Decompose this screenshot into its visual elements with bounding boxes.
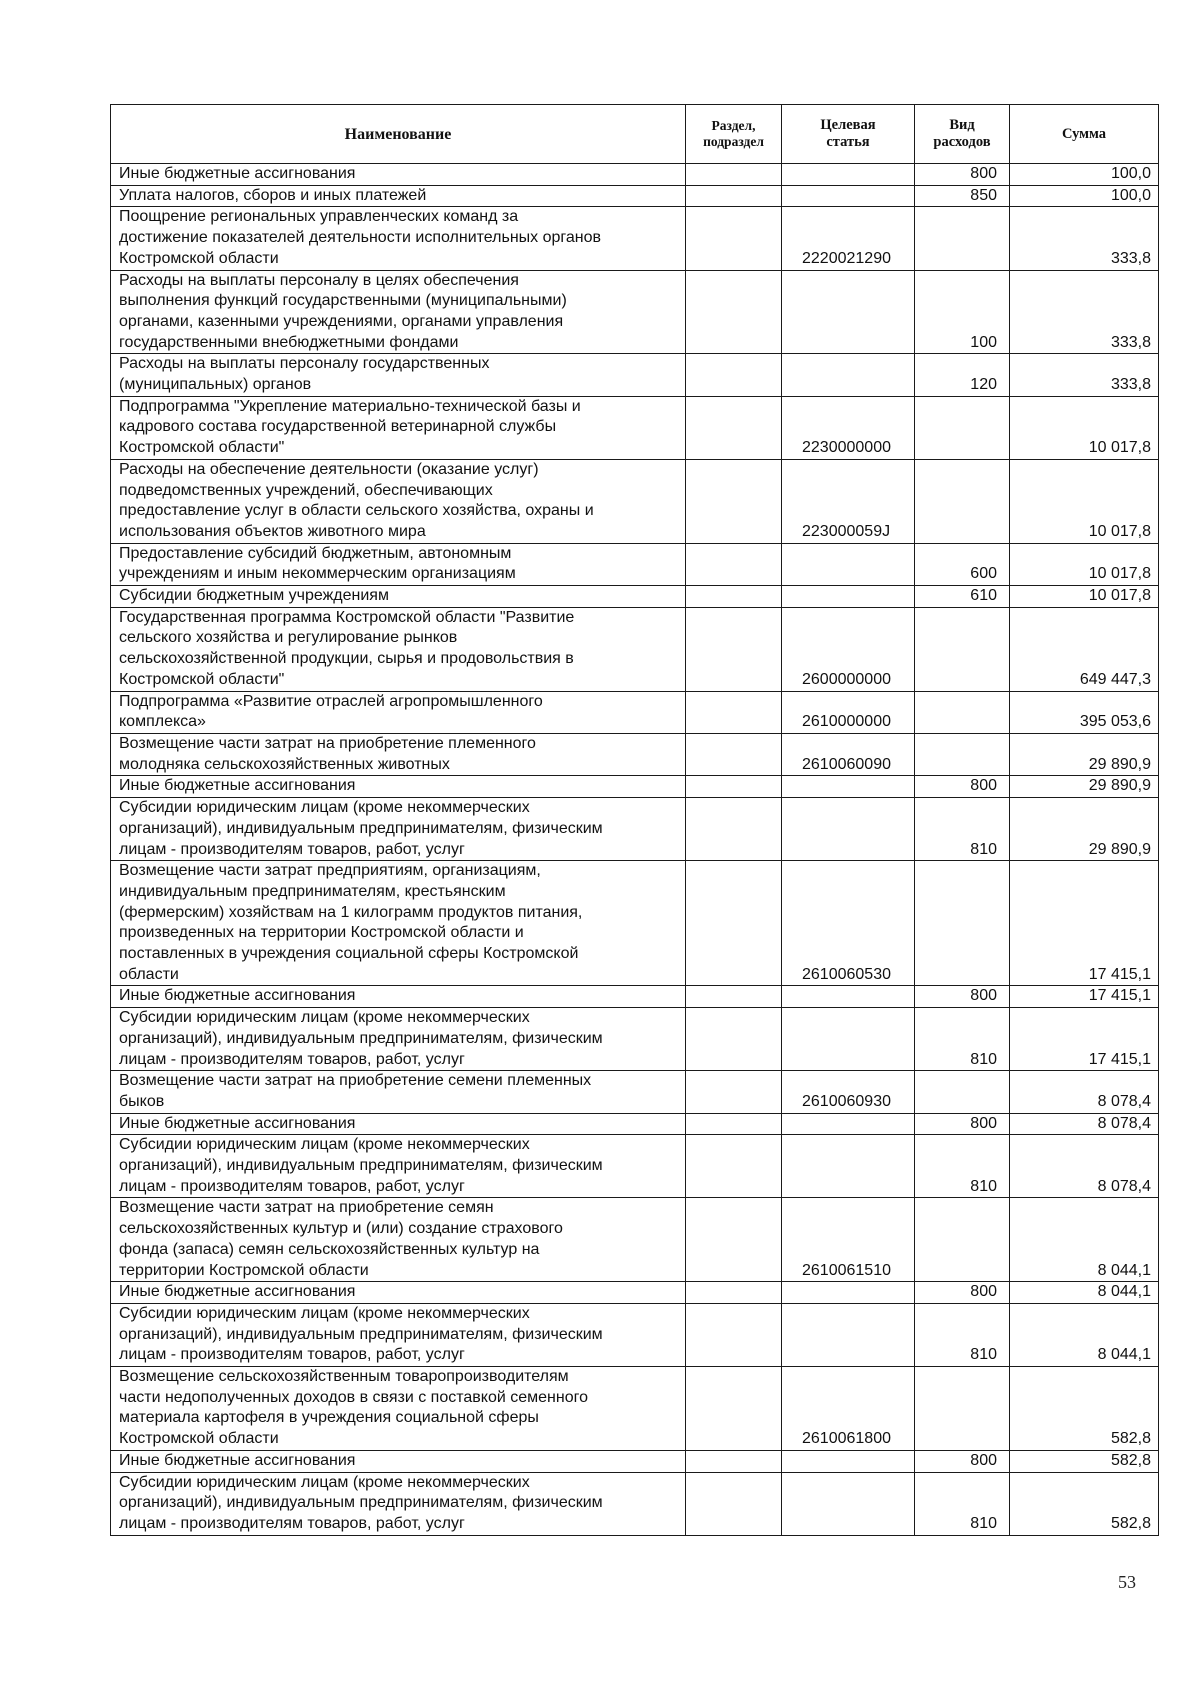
cell-razdel [686,798,782,861]
cell-razdel [686,691,782,733]
cell-name: Возмещение сельскохозяйственным товаропроизводителям части недополученных доходов в связи с поставкой семенного материала картофеля в учреждения социальной сферы Костромской области [111,1367,686,1451]
header-razdel: Раздел, подраздел [686,105,782,164]
cell-celevaya [782,1135,915,1198]
cell-celevaya: 223000059J [782,459,915,543]
cell-vid [915,1198,1010,1282]
cell-razdel [686,733,782,775]
cell-celevaya [782,270,915,354]
cell-vid [915,607,1010,691]
cell-vid: 810 [915,798,1010,861]
table-row [111,861,1159,986]
cell-name: Уплата налогов, сборов и иных платежей [111,185,686,207]
cell-name: Субсидии юридическим лицам (кроме некоммерческих организаций), индивидуальным предпринимателям, физическим лицам - производителям товаров, работ, услуг [111,1472,686,1535]
cell-summa: 333,8 [1010,354,1159,396]
cell-celevaya: 2610000000 [782,691,915,733]
cell-name: Поощрение региональных управленческих команд за достижение показателей деятельности исполнительных органов Костромской области [111,207,686,270]
cell-summa: 333,8 [1010,270,1159,354]
cell-vid: 810 [915,1303,1010,1366]
header-summa: Сумма [1010,105,1159,164]
cell-vid [915,1367,1010,1451]
cell-name: Субсидии юридическим лицам (кроме некоммерческих организаций), индивидуальным предпринимателям, физическим лицам - производителям товаров, работ, услуг [111,798,686,861]
cell-celevaya [782,185,915,207]
cell-razdel [686,207,782,270]
cell-razdel [686,1113,782,1135]
cell-summa: 649 447,3 [1010,607,1159,691]
cell-summa: 8 044,1 [1010,1198,1159,1282]
cell-summa: 582,8 [1010,1367,1159,1451]
cell-vid [915,733,1010,775]
cell-name: Расходы на выплаты персоналу в целях обеспечения выполнения функций государственными (муниципальными) органами, казенными учреждениями, органами управления государственными внебюджетными фондами [111,270,686,354]
cell-name: Субсидии юридическим лицам (кроме некоммерческих организаций), индивидуальным предпринимателям, физическим лицам - производителям товаров, работ, услуг [111,1135,686,1198]
cell-razdel [686,164,782,186]
cell-vid [915,459,1010,543]
cell-celevaya [782,1282,915,1304]
cell-vid: 800 [915,776,1010,798]
cell-summa: 10 017,8 [1010,396,1159,459]
cell-vid: 120 [915,354,1010,396]
header-vid: Вид расходов [915,105,1010,164]
cell-razdel [686,586,782,608]
cell-razdel [686,1367,782,1451]
table-row [111,459,1159,543]
cell-name: Иные бюджетные ассигнования [111,1450,686,1472]
table-row [111,1008,1159,1071]
cell-name: Подпрограмма "Укрепление материально-технической базы и кадрового состава государственной ветеринарной службы Костромской области" [111,396,686,459]
cell-celevaya: 2600000000 [782,607,915,691]
cell-celevaya: 2610061510 [782,1198,915,1282]
cell-summa: 333,8 [1010,207,1159,270]
cell-name: Субсидии бюджетным учреждениям [111,586,686,608]
cell-summa: 8 078,4 [1010,1113,1159,1135]
cell-name: Иные бюджетные ассигнования [111,164,686,186]
table-row [111,798,1159,861]
cell-name: Иные бюджетные ассигнования [111,1282,686,1304]
cell-name: Иные бюджетные ассигнования [111,776,686,798]
cell-celevaya [782,1450,915,1472]
cell-razdel [686,354,782,396]
cell-razdel [686,459,782,543]
cell-celevaya: 2610060090 [782,733,915,775]
cell-name: Возмещение части затрат на приобретение семени племенных быков [111,1071,686,1113]
cell-celevaya: 2610060930 [782,1071,915,1113]
cell-vid: 100 [915,270,1010,354]
cell-celevaya [782,164,915,186]
cell-summa: 582,8 [1010,1472,1159,1535]
cell-razdel [686,1472,782,1535]
cell-razdel [686,543,782,585]
cell-celevaya [782,1303,915,1366]
cell-celevaya [782,986,915,1008]
cell-name: Возмещение части затрат на приобретение племенного молодняка сельскохозяйственных животных [111,733,686,775]
cell-name: Иные бюджетные ассигнования [111,986,686,1008]
cell-vid [915,1071,1010,1113]
cell-name: Субсидии юридическим лицам (кроме некоммерческих организаций), индивидуальным предпринимателям, физическим лицам - производителям товаров, работ, услуг [111,1303,686,1366]
cell-vid [915,207,1010,270]
cell-vid: 810 [915,1472,1010,1535]
header-name: Наименование [111,105,686,164]
cell-vid [915,861,1010,986]
table-row [111,185,1159,207]
table-row [111,986,1159,1008]
cell-name: Расходы на выплаты персоналу государственных (муниципальных) органов [111,354,686,396]
table-row [111,1071,1159,1113]
cell-celevaya: 2220021290 [782,207,915,270]
cell-celevaya [782,1113,915,1135]
cell-name: Предоставление субсидий бюджетным, автономным учреждениям и иным некоммерческим организациям [111,543,686,585]
cell-vid [915,396,1010,459]
table-row [111,607,1159,691]
cell-vid: 800 [915,164,1010,186]
table-row [111,733,1159,775]
table-row [111,1303,1159,1366]
cell-celevaya: 2610061800 [782,1367,915,1451]
table-row [111,270,1159,354]
cell-summa: 17 415,1 [1010,861,1159,986]
cell-summa: 17 415,1 [1010,1008,1159,1071]
table-row [111,1367,1159,1451]
cell-razdel [686,861,782,986]
cell-vid: 600 [915,543,1010,585]
cell-summa: 100,0 [1010,164,1159,186]
budget-table [110,104,1159,1536]
table-row [111,1198,1159,1282]
cell-razdel [686,185,782,207]
table-row [111,207,1159,270]
cell-summa: 8 044,1 [1010,1303,1159,1366]
cell-vid: 810 [915,1008,1010,1071]
table-header [111,105,1159,164]
table-row [111,164,1159,186]
cell-vid: 610 [915,586,1010,608]
cell-name: Расходы на обеспечение деятельности (оказание услуг) подведомственных учреждений, обеспечивающих предоставление услуг в области сельского хозяйства, охраны и использования объектов животного мира [111,459,686,543]
cell-razdel [686,1135,782,1198]
cell-summa: 10 017,8 [1010,543,1159,585]
table-row [111,1282,1159,1304]
cell-summa: 100,0 [1010,185,1159,207]
cell-celevaya [782,543,915,585]
cell-razdel [686,1071,782,1113]
cell-vid: 800 [915,986,1010,1008]
header-row [111,105,1159,164]
cell-summa: 29 890,9 [1010,776,1159,798]
cell-summa: 29 890,9 [1010,798,1159,861]
cell-razdel [686,1008,782,1071]
cell-razdel [686,607,782,691]
cell-summa: 10 017,8 [1010,459,1159,543]
table-row [111,1450,1159,1472]
table-row [111,1472,1159,1535]
cell-name: Возмещение части затрат на приобретение семян сельскохозяйственных культур и (или) создание страхового фонда (запаса) семян сельскохозяйственных культур на территории Костромской области [111,1198,686,1282]
cell-name: Субсидии юридическим лицам (кроме некоммерческих организаций), индивидуальным предпринимателям, физическим лицам - производителям товаров, работ, услуг [111,1008,686,1071]
table-row [111,543,1159,585]
cell-celevaya [782,776,915,798]
table-row [111,354,1159,396]
cell-summa: 10 017,8 [1010,586,1159,608]
cell-vid: 800 [915,1113,1010,1135]
cell-celevaya [782,1472,915,1535]
table-row [111,776,1159,798]
cell-name: Государственная программа Костромской области "Развитие сельского хозяйства и регулирование рынков сельскохозяйственной продукции, сырья и продовольствия в Костромской области" [111,607,686,691]
cell-razdel [686,1450,782,1472]
table-row [111,396,1159,459]
cell-celevaya [782,1008,915,1071]
cell-summa: 29 890,9 [1010,733,1159,775]
cell-summa: 17 415,1 [1010,986,1159,1008]
cell-name: Возмещение части затрат предприятиям, организациям, индивидуальным предпринимателям, крестьянским (фермерским) хозяйствам на 1 килограмм продуктов питания, произведенных на территории Костромской области и поставленных в учреждения социальной сферы Костромской области [111,861,686,986]
cell-celevaya [782,586,915,608]
cell-vid: 800 [915,1282,1010,1304]
cell-razdel [686,1198,782,1282]
cell-razdel [686,1282,782,1304]
cell-razdel [686,270,782,354]
cell-summa: 8 078,4 [1010,1135,1159,1198]
cell-summa: 8 078,4 [1010,1071,1159,1113]
cell-vid [915,691,1010,733]
cell-vid: 810 [915,1135,1010,1198]
cell-celevaya: 2230000000 [782,396,915,459]
cell-vid: 850 [915,185,1010,207]
page-number: 53 [1118,1572,1136,1592]
header-celevaya: Целевая статья [782,105,915,164]
cell-name: Иные бюджетные ассигнования [111,1113,686,1135]
cell-summa: 8 044,1 [1010,1282,1159,1304]
cell-summa: 395 053,6 [1010,691,1159,733]
cell-celevaya [782,798,915,861]
cell-celevaya [782,354,915,396]
table-row [111,1135,1159,1198]
table-body [111,164,1159,1536]
cell-name: Подпрограмма «Развитие отраслей агропромышленного комплекса» [111,691,686,733]
table-row [111,691,1159,733]
table-row [111,586,1159,608]
cell-razdel [686,776,782,798]
cell-razdel [686,986,782,1008]
cell-celevaya: 2610060530 [782,861,915,986]
cell-razdel [686,396,782,459]
cell-summa: 582,8 [1010,1450,1159,1472]
cell-vid: 800 [915,1450,1010,1472]
table-row [111,1113,1159,1135]
cell-razdel [686,1303,782,1366]
